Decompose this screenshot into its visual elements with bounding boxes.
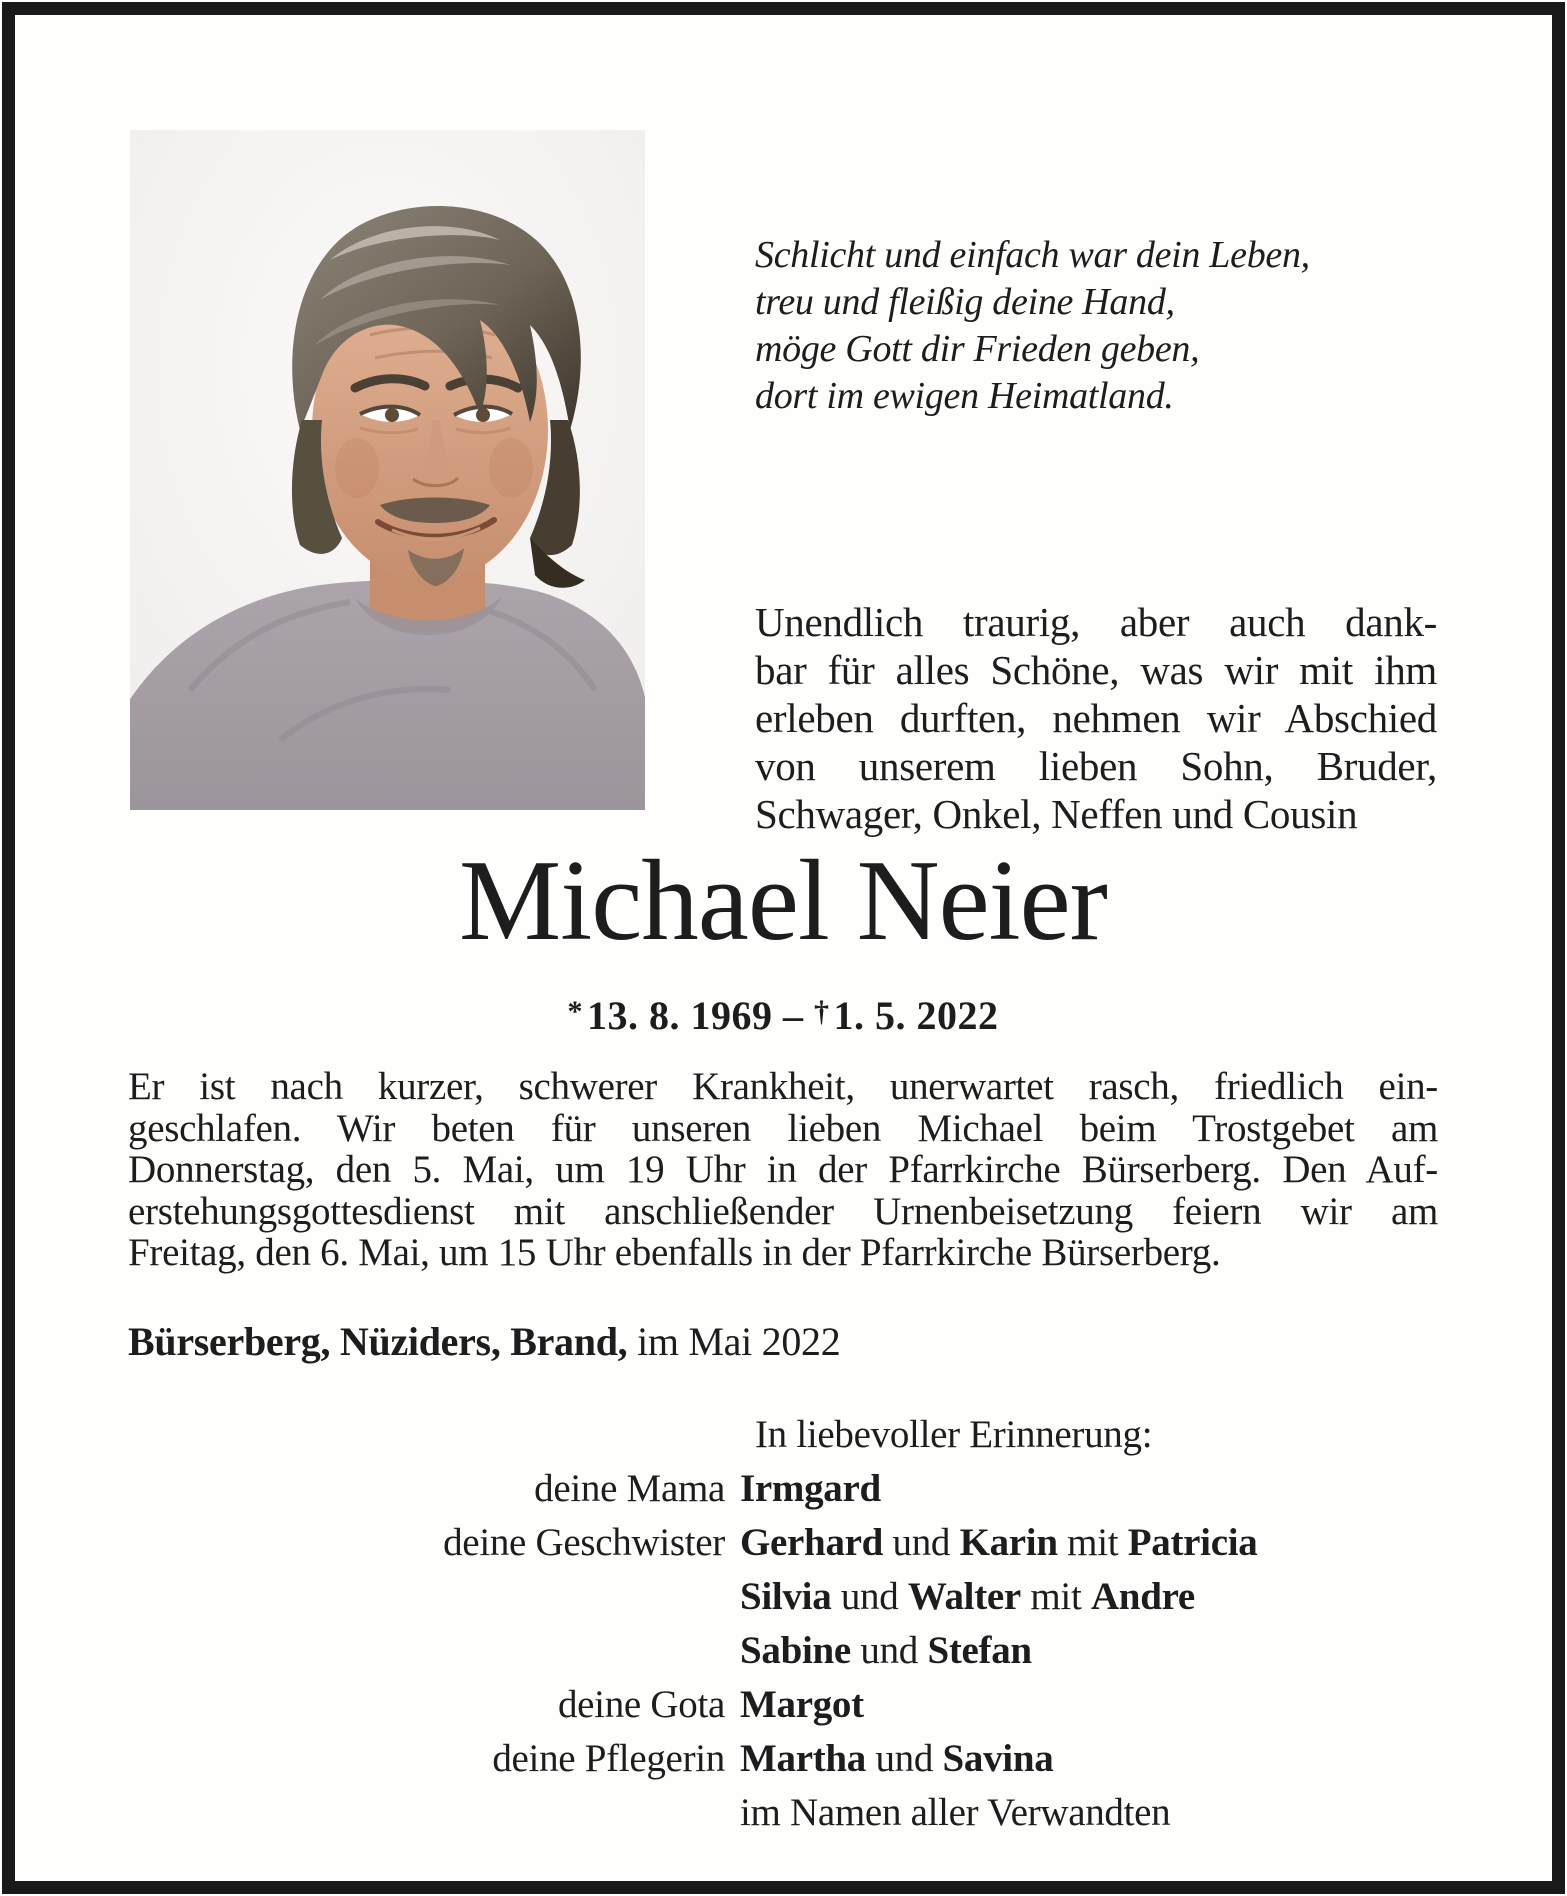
intro-paragraph	[755, 598, 1437, 838]
mourner-row	[128, 1516, 1438, 1570]
mourner-name: Irmgard	[740, 1467, 881, 1510]
relation-label: deine Geschwister	[443, 1521, 725, 1564]
relation-label	[128, 1786, 740, 1840]
text-line: Freitag, den 6. Mai, um 15 Uhr ebenfalls in der Pfarrkirche Bürserberg.	[128, 1231, 1221, 1274]
death-cross-symbol: †	[814, 995, 830, 1028]
text-line: Er ist nach kurzer, schwerer Krankheit, unerwartet rasch, friedlich ein-	[128, 1065, 1438, 1108]
mourner-name: Margot	[740, 1683, 864, 1726]
mourner-name: Stefan	[927, 1629, 1032, 1672]
remembrance-title: In liebevoller Erinnerung:	[755, 1413, 1153, 1456]
text-line: Schwager, Onkel, Neffen und Cousin	[755, 791, 1358, 837]
mourner-row	[128, 1678, 1438, 1732]
portrait-photo-illustration	[130, 130, 645, 810]
text-line: geschlafen. Wir beten für unseren lieben Michael beim Trostgebet am	[128, 1106, 1438, 1150]
mourner-names	[740, 1516, 1438, 1570]
relation-label: deine Mama	[534, 1467, 725, 1510]
mourner-names	[740, 1786, 1438, 1840]
life-dates	[128, 992, 1438, 1039]
mourner-names	[740, 1732, 1438, 1786]
connector-text: und	[883, 1521, 960, 1564]
relation-label: deine Pflegerin	[492, 1737, 725, 1780]
death-date: 1. 5. 2022	[833, 993, 999, 1038]
mourner-name: Patricia	[1127, 1521, 1258, 1564]
text-line: von unserem lieben Sohn, Bruder,	[755, 743, 1437, 789]
mourner-names	[740, 1462, 1438, 1516]
mourner-name: Sabine	[740, 1629, 851, 1672]
connector-text: mit	[1020, 1575, 1091, 1618]
text-line: Unendlich traurig, aber auch dank-	[755, 599, 1437, 645]
text-line: Schlicht und einfach war dein Leben,	[755, 234, 1310, 276]
text-line: dort im ewigen Heimatland.	[755, 375, 1174, 417]
mourner-names	[740, 1624, 1438, 1678]
places-date: im Mai 2022	[637, 1319, 841, 1364]
remembrance-section	[128, 1408, 1438, 1840]
text-line: Donnerstag, den 5. Mai, um 19 Uhr in der Pfarrkirche Bürserberg. Den Auf-	[128, 1148, 1438, 1191]
relation-label	[128, 1570, 740, 1624]
mourner-name: Gerhard	[740, 1521, 884, 1564]
connector-text: und	[831, 1575, 908, 1618]
connector-text: und	[850, 1629, 928, 1672]
connector-text: mit	[1057, 1521, 1128, 1564]
relation-label: deine Gota	[557, 1683, 725, 1726]
text-line: möge Gott dir Frieden geben,	[755, 328, 1200, 370]
mourner-name: Martha	[740, 1737, 866, 1780]
places-bold: Bürserberg, Nüziders, Brand,	[128, 1319, 628, 1364]
mourner-row	[128, 1786, 1438, 1840]
mourner-names	[740, 1570, 1438, 1624]
mourners-list	[128, 1462, 1438, 1840]
text-line: erleben durften, nehmen wir Abschied	[755, 695, 1437, 741]
birth-star-symbol: *	[567, 995, 583, 1028]
deceased-name: Michael Neier	[459, 837, 1107, 964]
connector-text: im Namen aller Verwandten	[740, 1791, 1171, 1834]
places-line	[128, 1318, 840, 1365]
relation-label	[128, 1624, 740, 1678]
text-line: treu und fleißig deine Hand,	[755, 281, 1175, 323]
birth-date: 13. 8. 1969	[587, 993, 773, 1038]
text-line: erstehungsgottesdienst mit anschließender Urnenbeisetzung feiern wir am	[128, 1189, 1438, 1233]
portrait-photo	[130, 130, 645, 810]
mourner-name: Karin	[959, 1521, 1058, 1564]
mourner-row	[128, 1462, 1438, 1516]
mourner-name: Savina	[942, 1737, 1054, 1780]
dates-separator: –	[783, 993, 804, 1038]
mourner-name: Silvia	[740, 1575, 832, 1618]
text-line: bar für alles Schöne, was wir mit ihm	[755, 647, 1437, 693]
mourner-row	[128, 1624, 1438, 1678]
funeral-announcement-paragraph	[128, 1066, 1438, 1274]
poem	[755, 232, 1310, 420]
mourner-row	[128, 1732, 1438, 1786]
mourner-name: Walter	[907, 1575, 1021, 1618]
mourner-row	[128, 1570, 1438, 1624]
mourner-names	[740, 1678, 1438, 1732]
connector-text: und	[866, 1737, 943, 1780]
mourner-name: Andre	[1090, 1575, 1195, 1618]
